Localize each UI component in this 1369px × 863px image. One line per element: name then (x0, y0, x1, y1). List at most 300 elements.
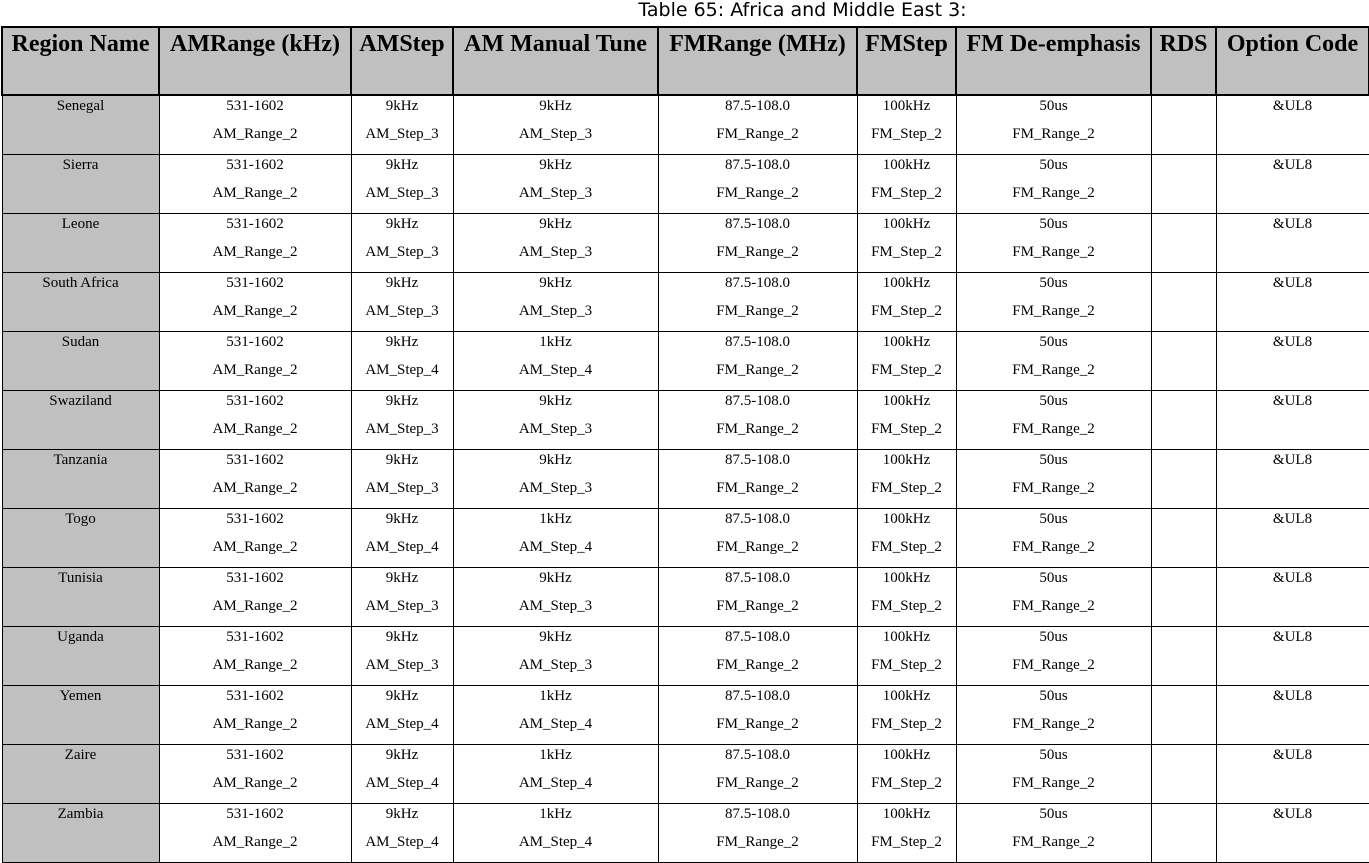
cell-am-step (351, 332, 453, 391)
header-row (2, 27, 1369, 95)
cell-am-manual-tune-value: 9kHz (539, 629, 572, 645)
cell-fm-deemphasis-id: FM_Range_2 (1012, 775, 1095, 791)
table-row (2, 155, 1369, 214)
cell-am-step (351, 214, 453, 273)
cell-fm-range (658, 214, 857, 273)
cell-am-step (351, 509, 453, 568)
cell-am-step-id: AM_Step_4 (365, 362, 439, 378)
cell-fm-range (658, 273, 857, 332)
cell-am-range-value: 531-1602 (226, 334, 284, 350)
cell-am-step-value: 9kHz (385, 747, 419, 763)
cell-am-range (159, 155, 351, 214)
cell-fm-step (857, 273, 956, 332)
cell-am-manual-tune-id: AM_Step_3 (518, 657, 593, 673)
cell-am-range-id: AM_Range_2 (212, 539, 298, 555)
cell-am-manual-tune-value: 9kHz (539, 216, 572, 232)
cell-fm-range-id: FM_Range_2 (716, 657, 799, 673)
cell-option-code (1216, 273, 1369, 332)
cell-am-range-id: AM_Range_2 (212, 185, 298, 201)
cell-fm-deemphasis-value: 50us (1039, 275, 1068, 291)
cell-fm-range-value: 87.5-108.0 (725, 570, 790, 586)
cell-option-code (1216, 95, 1369, 155)
cell-fm-range (658, 686, 857, 745)
cell-fm-range-value: 87.5-108.0 (725, 334, 790, 350)
cell-am-step-value: 9kHz (385, 688, 419, 704)
cell-am-manual-tune (453, 155, 658, 214)
cell-option-code (1216, 450, 1369, 509)
cell-fm-range-value: 87.5-108.0 (725, 688, 790, 704)
cell-fm-deemphasis-value: 50us (1039, 216, 1068, 232)
table-row (2, 214, 1369, 273)
cell-fm-range-id: FM_Range_2 (716, 539, 799, 555)
cell-option-code-value: &UL8 (1272, 806, 1313, 822)
cell-am-step-value: 9kHz (385, 452, 419, 468)
cell-am-step (351, 450, 453, 509)
cell-am-step-value: 9kHz (385, 98, 419, 114)
cell-am-manual-tune-id: AM_Step_4 (518, 775, 593, 791)
cell-am-range-value: 531-1602 (226, 629, 284, 645)
cell-region-name: Togo (2, 509, 159, 568)
cell-region-name: South Africa (2, 273, 159, 332)
cell-option-code (1216, 804, 1369, 863)
cell-am-manual-tune-id: AM_Step_3 (518, 185, 593, 201)
cell-fm-step-value: 100kHz (882, 688, 931, 704)
cell-fm-step (857, 627, 956, 686)
cell-am-range-value: 531-1602 (226, 511, 284, 527)
cell-am-step (351, 391, 453, 450)
cell-am-range (159, 509, 351, 568)
cell-am-manual-tune-id: AM_Step_4 (518, 716, 593, 732)
cell-fm-step-id: FM_Step_2 (871, 539, 942, 555)
cell-fm-range (658, 804, 857, 863)
cell-fm-range-id: FM_Range_2 (716, 362, 799, 378)
header-am-range: AMRange (kHz) (159, 27, 351, 95)
cell-fm-step-id: FM_Step_2 (871, 126, 942, 142)
table-row (2, 95, 1369, 155)
cell-fm-deemphasis-id: FM_Range_2 (1012, 480, 1095, 496)
cell-fm-deemphasis (956, 509, 1151, 568)
cell-option-code-value: &UL8 (1272, 570, 1313, 586)
cell-am-manual-tune-id: AM_Step_3 (518, 598, 593, 614)
cell-am-range-value: 531-1602 (226, 747, 284, 763)
cell-fm-range-value: 87.5-108.0 (725, 629, 790, 645)
cell-fm-range (658, 745, 857, 804)
header-fm-range: FMRange (MHz) (658, 27, 857, 95)
cell-am-manual-tune-id: AM_Step_4 (518, 834, 593, 850)
table-row (2, 686, 1369, 745)
cell-option-code (1216, 509, 1369, 568)
cell-fm-step (857, 391, 956, 450)
cell-fm-step-value: 100kHz (882, 157, 931, 173)
header-am-manual-tune: AM Manual Tune (453, 27, 658, 95)
cell-am-step-id: AM_Step_3 (365, 598, 439, 614)
cell-am-range-id: AM_Range_2 (212, 657, 298, 673)
cell-am-manual-tune (453, 391, 658, 450)
cell-fm-deemphasis (956, 95, 1151, 155)
cell-am-manual-tune-value: 9kHz (539, 393, 572, 409)
cell-am-step-value: 9kHz (385, 511, 419, 527)
cell-region-name: Yemen (2, 686, 159, 745)
cell-fm-deemphasis (956, 273, 1151, 332)
cell-am-range-value: 531-1602 (226, 216, 284, 232)
cell-am-step-value: 9kHz (385, 216, 419, 232)
cell-fm-range-value: 87.5-108.0 (725, 511, 790, 527)
cell-fm-step-id: FM_Step_2 (871, 185, 942, 201)
cell-fm-range-value: 87.5-108.0 (725, 393, 790, 409)
cell-am-step-value: 9kHz (385, 806, 419, 822)
cell-fm-deemphasis (956, 745, 1151, 804)
header-fm-step: FMStep (857, 27, 956, 95)
cell-fm-deemphasis-value: 50us (1039, 452, 1068, 468)
table-row (2, 273, 1369, 332)
cell-fm-step (857, 745, 956, 804)
cell-am-range (159, 686, 351, 745)
cell-fm-range-id: FM_Range_2 (716, 716, 799, 732)
cell-am-range-id: AM_Range_2 (212, 716, 298, 732)
cell-region-name: Sudan (2, 332, 159, 391)
cell-fm-deemphasis (956, 155, 1151, 214)
cell-am-step-id: AM_Step_3 (365, 421, 439, 437)
cell-fm-deemphasis-value: 50us (1039, 511, 1068, 527)
cell-fm-step-id: FM_Step_2 (871, 480, 942, 496)
cell-fm-deemphasis-id: FM_Range_2 (1012, 303, 1095, 319)
cell-fm-range-id: FM_Range_2 (716, 834, 799, 850)
cell-fm-step (857, 155, 956, 214)
cell-am-range-id: AM_Range_2 (212, 303, 298, 319)
cell-fm-range (658, 95, 857, 155)
table-caption: Table 65: Africa and Middle East 3: (638, 0, 967, 21)
table-row (2, 627, 1369, 686)
table-row (2, 745, 1369, 804)
cell-fm-step-id: FM_Step_2 (871, 716, 942, 732)
cell-fm-range-value: 87.5-108.0 (725, 452, 790, 468)
cell-am-range-value: 531-1602 (226, 452, 284, 468)
cell-am-range (159, 745, 351, 804)
cell-am-step-id: AM_Step_3 (365, 244, 439, 260)
cell-region-name: Leone (2, 214, 159, 273)
cell-rds (1151, 273, 1216, 332)
cell-am-step-id: AM_Step_4 (365, 775, 439, 791)
cell-fm-range-id: FM_Range_2 (716, 775, 799, 791)
table-row (2, 804, 1369, 863)
cell-fm-step (857, 686, 956, 745)
cell-am-step-value: 9kHz (385, 570, 419, 586)
cell-fm-step-value: 100kHz (882, 393, 931, 409)
cell-fm-range-id: FM_Range_2 (716, 598, 799, 614)
cell-am-range-id: AM_Range_2 (212, 421, 298, 437)
cell-fm-step-value: 100kHz (882, 216, 931, 232)
cell-am-manual-tune-value: 9kHz (539, 275, 572, 291)
cell-am-step (351, 745, 453, 804)
cell-am-manual-tune-id: AM_Step_3 (518, 303, 593, 319)
cell-fm-range (658, 568, 857, 627)
cell-am-range-id: AM_Range_2 (212, 362, 298, 378)
cell-am-range (159, 804, 351, 863)
cell-fm-step-value: 100kHz (882, 275, 931, 291)
cell-am-range-value: 531-1602 (226, 275, 284, 291)
cell-fm-step-value: 100kHz (882, 511, 931, 527)
cell-fm-deemphasis (956, 686, 1151, 745)
cell-fm-step (857, 214, 956, 273)
cell-am-range-id: AM_Range_2 (212, 834, 298, 850)
cell-region-name: Senegal (2, 95, 159, 155)
cell-fm-range-value: 87.5-108.0 (725, 157, 790, 173)
cell-fm-deemphasis-value: 50us (1039, 747, 1068, 763)
cell-fm-range (658, 450, 857, 509)
header-rds: RDS (1151, 27, 1216, 95)
cell-fm-deemphasis-value: 50us (1039, 688, 1068, 704)
cell-fm-deemphasis (956, 568, 1151, 627)
cell-fm-step-value: 100kHz (882, 452, 931, 468)
cell-am-range (159, 568, 351, 627)
cell-fm-step-id: FM_Step_2 (871, 303, 942, 319)
cell-fm-range-id: FM_Range_2 (716, 480, 799, 496)
cell-fm-range-id: FM_Range_2 (716, 185, 799, 201)
cell-rds (1151, 627, 1216, 686)
cell-am-step-id: AM_Step_3 (365, 303, 439, 319)
cell-fm-range (658, 155, 857, 214)
cell-region-name: Uganda (2, 627, 159, 686)
cell-region-name: Zambia (2, 804, 159, 863)
cell-region-name: Swaziland (2, 391, 159, 450)
cell-am-range-value: 531-1602 (226, 688, 284, 704)
cell-am-manual-tune (453, 509, 658, 568)
cell-option-code-value: &UL8 (1272, 393, 1313, 409)
cell-fm-deemphasis-id: FM_Range_2 (1012, 126, 1095, 142)
cell-am-manual-tune-value: 1kHz (539, 747, 572, 763)
cell-am-range-id: AM_Range_2 (212, 244, 298, 260)
cell-option-code-value: &UL8 (1272, 157, 1313, 173)
cell-fm-step-id: FM_Step_2 (871, 598, 942, 614)
cell-am-step-id: AM_Step_4 (365, 834, 439, 850)
cell-rds (1151, 155, 1216, 214)
cell-am-manual-tune-value: 9kHz (539, 452, 572, 468)
cell-am-step (351, 804, 453, 863)
cell-am-manual-tune-value: 9kHz (539, 157, 572, 173)
cell-fm-range-value: 87.5-108.0 (725, 806, 790, 822)
cell-am-range (159, 214, 351, 273)
cell-fm-step (857, 568, 956, 627)
cell-fm-deemphasis-id: FM_Range_2 (1012, 421, 1095, 437)
header-region-name: Region Name (2, 27, 159, 95)
cell-am-range-id: AM_Range_2 (212, 775, 298, 791)
cell-am-manual-tune-value: 1kHz (539, 806, 572, 822)
cell-am-manual-tune-value: 9kHz (539, 98, 572, 114)
cell-option-code (1216, 686, 1369, 745)
cell-rds (1151, 332, 1216, 391)
cell-fm-step-value: 100kHz (882, 747, 931, 763)
cell-am-step-id: AM_Step_4 (365, 539, 439, 555)
cell-am-range (159, 391, 351, 450)
cell-region-name: Tanzania (2, 450, 159, 509)
cell-option-code-value: &UL8 (1272, 452, 1313, 468)
cell-fm-deemphasis-id: FM_Range_2 (1012, 598, 1095, 614)
cell-am-step (351, 568, 453, 627)
cell-am-range (159, 95, 351, 155)
cell-am-range (159, 627, 351, 686)
cell-fm-deemphasis (956, 332, 1151, 391)
cell-fm-deemphasis-id: FM_Range_2 (1012, 362, 1095, 378)
cell-am-range-value: 531-1602 (226, 157, 284, 173)
cell-am-manual-tune-value: 1kHz (539, 334, 572, 350)
cell-fm-range-id: FM_Range_2 (716, 303, 799, 319)
cell-am-step-id: AM_Step_3 (365, 185, 439, 201)
cell-am-manual-tune-id: AM_Step_3 (518, 480, 593, 496)
cell-am-manual-tune (453, 214, 658, 273)
cell-fm-range (658, 509, 857, 568)
header-fm-deemphasis: FM De-emphasis (956, 27, 1151, 95)
cell-rds (1151, 214, 1216, 273)
cell-region-name: Zaire (2, 745, 159, 804)
cell-option-code-value: &UL8 (1272, 275, 1313, 291)
cell-option-code-value: &UL8 (1272, 688, 1313, 704)
cell-am-step-value: 9kHz (385, 393, 419, 409)
cell-fm-deemphasis-value: 50us (1039, 393, 1068, 409)
table-row (2, 568, 1369, 627)
cell-fm-deemphasis-value: 50us (1039, 157, 1068, 173)
cell-am-range (159, 273, 351, 332)
cell-am-step (351, 627, 453, 686)
cell-am-range-value: 531-1602 (226, 570, 284, 586)
cell-option-code-value: &UL8 (1272, 629, 1313, 645)
cell-am-manual-tune (453, 450, 658, 509)
cell-fm-step (857, 95, 956, 155)
table-row (2, 509, 1369, 568)
cell-fm-deemphasis-value: 50us (1039, 629, 1068, 645)
cell-region-name: Tunisia (2, 568, 159, 627)
cell-fm-deemphasis-id: FM_Range_2 (1012, 244, 1095, 260)
cell-fm-deemphasis (956, 804, 1151, 863)
cell-am-manual-tune (453, 627, 658, 686)
cell-option-code-value: &UL8 (1272, 747, 1313, 763)
cell-am-step-id: AM_Step_3 (365, 480, 439, 496)
cell-option-code (1216, 332, 1369, 391)
cell-fm-deemphasis-value: 50us (1039, 806, 1068, 822)
cell-fm-range-id: FM_Range_2 (716, 244, 799, 260)
cell-am-range-id: AM_Range_2 (212, 126, 298, 142)
table-body (2, 95, 1369, 863)
cell-am-manual-tune (453, 686, 658, 745)
cell-fm-range-id: FM_Range_2 (716, 126, 799, 142)
cell-am-range-value: 531-1602 (226, 806, 284, 822)
cell-rds (1151, 509, 1216, 568)
table-row (2, 332, 1369, 391)
cell-fm-range (658, 391, 857, 450)
cell-am-range-id: AM_Range_2 (212, 480, 298, 496)
cell-fm-range-value: 87.5-108.0 (725, 747, 790, 763)
cell-am-step-value: 9kHz (385, 157, 419, 173)
cell-am-step (351, 95, 453, 155)
cell-am-step-id: AM_Step_4 (365, 716, 439, 732)
cell-option-code (1216, 155, 1369, 214)
header-am-step: AMStep (351, 27, 453, 95)
cell-fm-deemphasis-id: FM_Range_2 (1012, 657, 1095, 673)
cell-option-code (1216, 214, 1369, 273)
cell-fm-range (658, 627, 857, 686)
cell-am-manual-tune (453, 804, 658, 863)
cell-fm-step-id: FM_Step_2 (871, 775, 942, 791)
cell-option-code-value: &UL8 (1272, 334, 1313, 350)
table-header (2, 27, 1369, 95)
cell-am-manual-tune-value: 1kHz (539, 688, 572, 704)
cell-am-manual-tune (453, 273, 658, 332)
cell-fm-step (857, 450, 956, 509)
cell-rds (1151, 391, 1216, 450)
cell-am-step (351, 686, 453, 745)
table-row (2, 450, 1369, 509)
cell-fm-range-value: 87.5-108.0 (725, 275, 790, 291)
cell-option-code (1216, 627, 1369, 686)
cell-fm-step-value: 100kHz (882, 98, 931, 114)
cell-fm-step-id: FM_Step_2 (871, 362, 942, 378)
cell-am-step-id: AM_Step_3 (365, 657, 439, 673)
cell-am-step-value: 9kHz (385, 629, 419, 645)
cell-fm-step-id: FM_Step_2 (871, 657, 942, 673)
cell-am-manual-tune (453, 568, 658, 627)
cell-am-manual-tune-id: AM_Step_3 (518, 421, 593, 437)
cell-fm-deemphasis-value: 50us (1039, 570, 1068, 586)
cell-fm-deemphasis-id: FM_Range_2 (1012, 539, 1095, 555)
cell-fm-step (857, 332, 956, 391)
cell-fm-step (857, 804, 956, 863)
cell-am-manual-tune-id: AM_Step_3 (518, 126, 593, 142)
cell-option-code-value: &UL8 (1272, 98, 1313, 114)
cell-fm-deemphasis (956, 214, 1151, 273)
cell-region-name: Sierra (2, 155, 159, 214)
cell-am-manual-tune (453, 332, 658, 391)
cell-fm-range (658, 332, 857, 391)
cell-fm-step-value: 100kHz (882, 334, 931, 350)
cell-am-step (351, 155, 453, 214)
cell-am-step (351, 273, 453, 332)
cell-fm-deemphasis-id: FM_Range_2 (1012, 716, 1095, 732)
cell-fm-step-value: 100kHz (882, 806, 931, 822)
cell-fm-step-id: FM_Step_2 (871, 834, 942, 850)
cell-option-code (1216, 568, 1369, 627)
cell-fm-deemphasis (956, 391, 1151, 450)
cell-option-code-value: &UL8 (1272, 216, 1313, 232)
cell-fm-deemphasis-value: 50us (1039, 334, 1068, 350)
cell-rds (1151, 745, 1216, 804)
cell-fm-step-value: 100kHz (882, 629, 931, 645)
cell-am-range-id: AM_Range_2 (212, 598, 298, 614)
header-option-code: Option Code (1216, 27, 1369, 95)
cell-fm-step-id: FM_Step_2 (871, 244, 942, 260)
cell-option-code-value: &UL8 (1272, 511, 1313, 527)
cell-fm-deemphasis (956, 450, 1151, 509)
cell-fm-step-id: FM_Step_2 (871, 421, 942, 437)
cell-option-code (1216, 745, 1369, 804)
cell-option-code (1216, 391, 1369, 450)
cell-fm-deemphasis-id: FM_Range_2 (1012, 834, 1095, 850)
cell-am-manual-tune (453, 745, 658, 804)
cell-fm-step (857, 509, 956, 568)
cell-fm-deemphasis-id: FM_Range_2 (1012, 185, 1095, 201)
cell-am-range-value: 531-1602 (226, 98, 284, 114)
cell-am-step-id: AM_Step_3 (365, 126, 439, 142)
cell-am-manual-tune (453, 95, 658, 155)
cell-am-manual-tune-id: AM_Step_4 (518, 362, 593, 378)
cell-am-step-value: 9kHz (385, 334, 419, 350)
cell-am-manual-tune-id: AM_Step_3 (518, 244, 593, 260)
cell-am-manual-tune-value: 9kHz (539, 570, 572, 586)
cell-am-range-value: 531-1602 (226, 393, 284, 409)
cell-rds (1151, 95, 1216, 155)
region-table (1, 26, 1369, 863)
cell-fm-range-id: FM_Range_2 (716, 421, 799, 437)
cell-fm-deemphasis (956, 627, 1151, 686)
cell-fm-range-value: 87.5-108.0 (725, 98, 790, 114)
